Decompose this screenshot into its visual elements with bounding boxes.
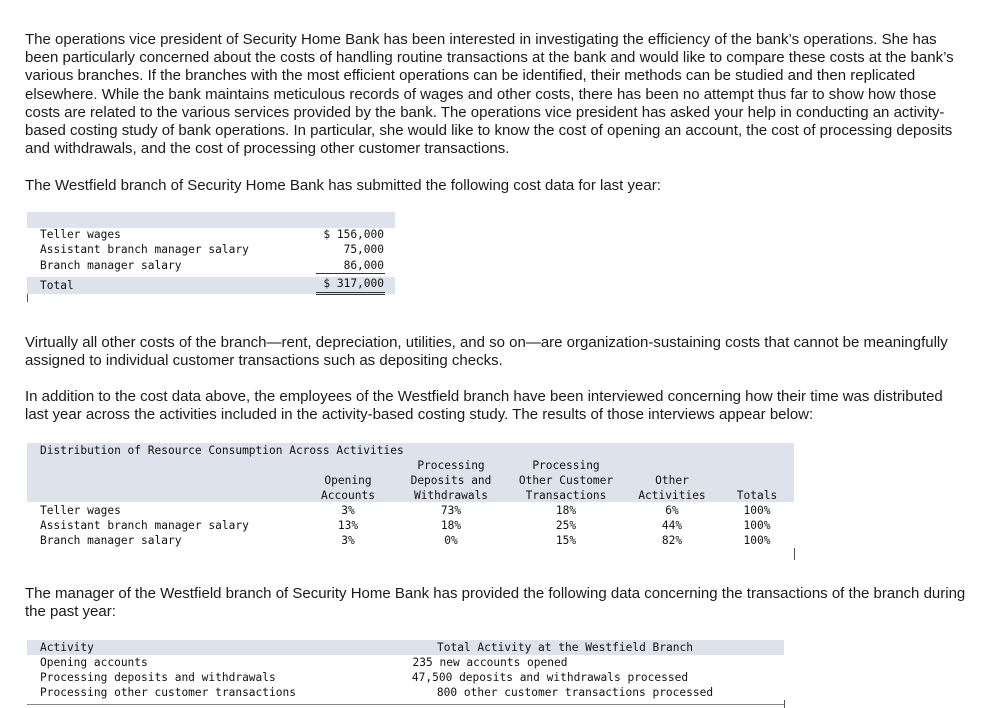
dist-deposits-manager: 0% <box>444 534 458 547</box>
header-deposits-2: Deposits and <box>410 474 492 487</box>
dist-deposits-assistant: 18% <box>440 519 462 532</box>
cost-data-intro: The Westfield branch of Security Home Bank has submitted the following cost data for last year: <box>25 177 661 194</box>
dist-other-manager: 82% <box>661 534 683 547</box>
activity-total-deposits: 47,500 deposits and withdrawals processed <box>411 671 689 684</box>
activity-total-header: Total Activity at the Westfield Branch <box>437 641 693 654</box>
header-deposits-3: Withdrawals <box>413 489 489 502</box>
dist-other-customer-manager: 15% <box>555 534 577 547</box>
header-deposits-1: Processing <box>417 459 485 472</box>
dist-other-customer-teller: 18% <box>555 504 577 517</box>
dist-total-teller: 100% <box>743 504 771 517</box>
dist-opening-manager: 3% <box>341 534 355 547</box>
intro-paragraph: The operations vice president of Security Home Bank has been interested in investigating the efficiency of the bank’s operations. She has been particularly concerned about the costs of handling routine transactions at the bank and would like to compare these costs at the bank’s various branches. If the branches with the most efficient operations can be identified, their methods can be studied and then replicated elsewhere. While the bank maintains meticulous records of wages and other costs, there has been no attempt thus far to show how those costs are related to the various services provided by the bank. The operations vice president has asked your help in conducting an activity-based costing study of bank operations. In particular, she would like to know the cost of opening an account, the cost of processing deposits and withdrawals, and the cost of processing other customer transactions. <box>25 31 954 158</box>
cost-label-total: Total <box>40 279 74 292</box>
header-opening-2: Accounts <box>321 489 375 502</box>
dist-total-assistant: 100% <box>743 519 771 532</box>
header-opening-1: Opening <box>324 474 372 487</box>
transactions-paragraph: The manager of the Westfield branch of Security Home Bank has provided the following data concerning the transactions of the branch during the past year: <box>25 585 966 621</box>
dist-label-assistant: Assistant branch manager salary <box>40 519 249 532</box>
cost-label-manager: Branch manager salary <box>40 259 182 272</box>
activity-total-other: 800 other customer transactions processed <box>436 686 714 699</box>
dist-opening-teller: 3% <box>341 504 355 517</box>
activity-header: Activity <box>40 641 94 654</box>
cost-value-manager: 86,000 <box>343 259 384 272</box>
activity-row-other: Processing other customer transactions <box>40 686 296 699</box>
header-totals: Totals <box>736 489 778 502</box>
dist-other-teller: 6% <box>665 504 679 517</box>
dist-deposits-teller: 73% <box>440 504 462 517</box>
header-other-customer-1: Processing <box>532 459 600 472</box>
cost-value-teller: $ 156,000 <box>323 228 384 241</box>
dist-other-customer-assistant: 25% <box>555 519 577 532</box>
interviews-paragraph: In addition to the cost data above, the employees of the Westfield branch have been interviewed concerning how their time was distributed last year across the activities included in the activity-based costing study. The results of those interviews appear below: <box>25 388 943 424</box>
distribution-title: Distribution of Resource Consumption Across Activities <box>40 444 404 457</box>
cost-label-assistant: Assistant branch manager salary <box>40 243 249 256</box>
header-other-customer-2: Other Customer <box>518 474 614 487</box>
header-other-customer-3: Transactions <box>525 489 607 502</box>
cost-label-teller: Teller wages <box>40 228 121 241</box>
dist-opening-assistant: 13% <box>337 519 359 532</box>
dist-label-teller: Teller wages <box>40 504 121 517</box>
dist-label-manager: Branch manager salary <box>40 534 182 547</box>
cost-value-total: $ 317,000 <box>323 277 384 290</box>
activity-row-opening: Opening accounts <box>40 656 148 669</box>
header-other-2: Activities <box>638 489 706 502</box>
activity-total-opening: 235 new accounts opened <box>412 656 568 669</box>
activity-row-deposits: Processing deposits and withdrawals <box>40 671 276 684</box>
header-other-1: Other <box>655 474 689 487</box>
cost-value-assistant: 75,000 <box>343 243 384 256</box>
dist-other-assistant: 44% <box>661 519 683 532</box>
other-costs-paragraph: Virtually all other costs of the branch—rent, depreciation, utilities, and so on—are organization-sustaining costs that cannot be meaningfully assigned to individual customer transactions such as depositing checks. <box>25 334 948 370</box>
dist-total-manager: 100% <box>743 534 771 547</box>
